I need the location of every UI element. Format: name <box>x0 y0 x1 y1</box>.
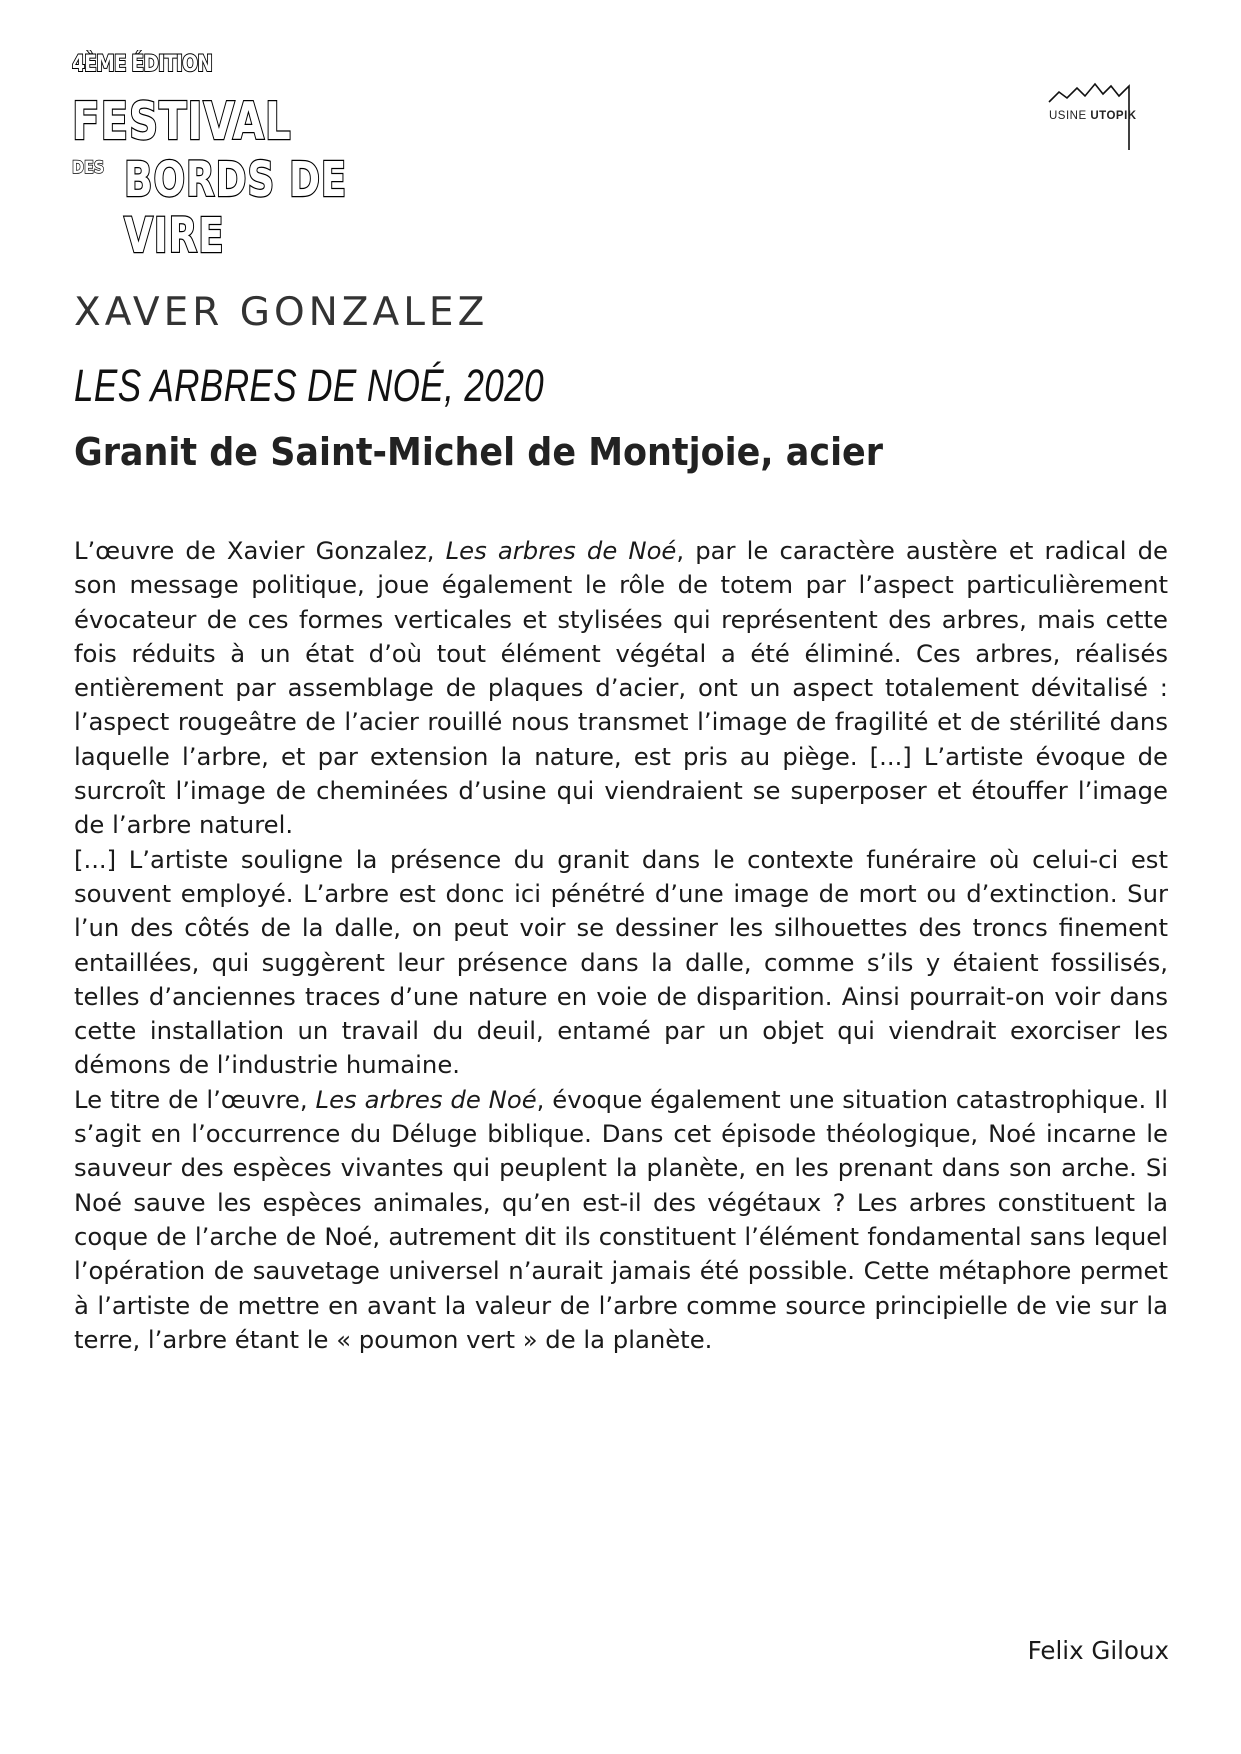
paragraph-3-rest: , évoque également une situation catastrophique. Il s’agit en l’occurrence du Déluge biblique. Dans cet épisode théologique, Noé incarne le sauveur des espèces vivantes qui peuplent la planète, en les prenant dans son arche. Si Noé sauve les espèces animales, qu’en est-il des végétaux ? Les arbres constituent la coque de l’arche de Noé, autrement dit ils constituent l’élément fondamental sans lequel l’opération de sauvetage universel n’aurait jamais été possible. Cette métaphore permet à l’artiste de mettre en avant la valeur de l’arbre comme source principielle de vie sur la terre, l’arbre étant le « poumon vert » de la planète. <box>74 1084 1168 1354</box>
usine-utopik-wordmark <box>1049 110 1137 122</box>
artist-name: XAVER GONZALEZ <box>74 290 489 335</box>
artwork-title: LES ARBRES DE NOÉ, 2020 <box>74 360 545 411</box>
paragraph-1-intro: L’œuvre de Xavier Gonzalez, <box>74 536 446 565</box>
usine-prefix: USINE <box>1049 110 1087 122</box>
article-body <box>74 534 1168 1357</box>
festival-logo <box>72 52 432 264</box>
utopik-name: UTOPIK <box>1090 110 1137 122</box>
artwork-materials: Granit de Saint-Michel de Montjoie, acier <box>74 430 884 474</box>
paragraph-2: [...] L’artiste souligne la présence du granit dans le contexte funéraire où celui-ci est souvent employé. L’arbre est donc ici pénétré d’une image de mort ou d’extinction. Sur l’un des côtés de la dalle, on peut voir se dessiner les silhouettes des troncs finement entaillées, qui suggèrent leur présence dans la dalle, comme s’ils y étaient fossilisés, telles d’anciennes traces d’une nature en voie de disparition. Ainsi pourrait-on voir dans cette installation un travail du deuil, entamé par un objet qui viendrait exorciser les démons de l’industrie humaine. <box>74 844 1168 1080</box>
paragraph-1-work-title: Les arbres de Noé <box>445 536 677 565</box>
paragraph-1-rest: , par le caractère austère et radical de son message politique, joue également le rôle de totem par l’aspect particulièrement évocateur de ces formes verticales et stylisées qui représentent des arbres, mais cette fois réduits à un état d’où tout élément végétal a été éliminé. Ces arbres, réalisés entièrement par assemblage de plaques d’acier, ont un aspect totalement dévitalisé : l’aspect rougeâtre de l’acier rouillé nous transmet l’image de fragilité et de stérilité dans laquelle l’arbre, et par extension la nature, est pris au piège. [...] L’artiste évoque de surcroît l’image de cheminées d’usine qui viendraient se superposer et étouffer l’image de l’arbre naturel. <box>74 536 1168 840</box>
festival-title-des: DES <box>72 158 105 178</box>
author-signature: Felix Giloux <box>1027 1636 1169 1665</box>
edition-label: 4ÈME ÉDITION <box>72 52 212 77</box>
festival-title-line1: FESTIVAL <box>72 92 292 152</box>
paragraph-3 <box>74 1083 1168 1357</box>
paragraph-1 <box>74 534 1168 843</box>
usine-utopik-logo <box>1045 80 1170 150</box>
paragraph-3-work-title: Les arbres de Noé <box>315 1084 537 1114</box>
paragraph-3-intro: Le titre de l’œuvre, <box>74 1084 316 1114</box>
festival-title-line2: BORDS DE VIRE <box>124 152 348 264</box>
